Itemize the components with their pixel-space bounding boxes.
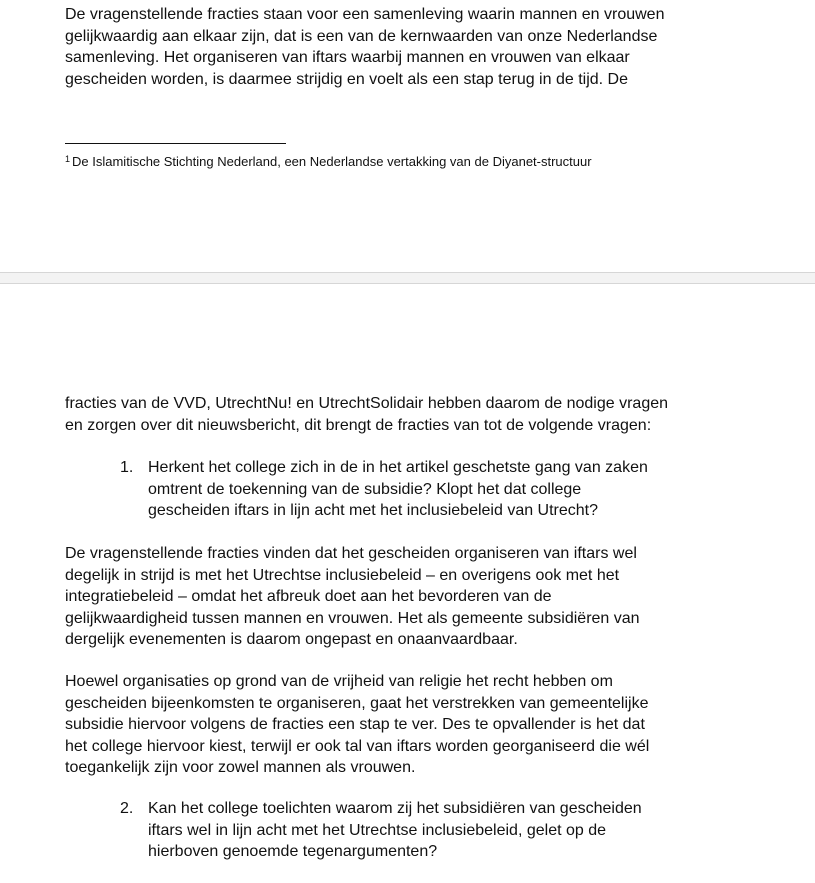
- paragraph-freedom-of-religion: [65, 671, 649, 779]
- question-number: 2.: [120, 800, 134, 817]
- text-line: Herkent het college zich in de in het artikel geschetste gang van zaken: [148, 459, 648, 476]
- text-line: fracties van de VVD, UtrechtNu! en UtrechtSolidair hebben daarom de nodige vragen: [65, 395, 669, 412]
- text-line: Hoewel organisaties op grond van de vrijheid van religie het recht hebben om: [65, 673, 613, 690]
- document-page-1: [0, 0, 815, 272]
- text-line: integratiebeleid – omdat het afbreuk doet aan het bevorderen van de: [65, 588, 552, 605]
- text-line: gescheiden bijeenkomsten te organiseren, gaat het verstrekken van gemeentelijke: [65, 694, 649, 712]
- question-text: [148, 798, 642, 863]
- text-line: Kan het college toelichten waarom zij het subsidiëren van gescheiden: [148, 800, 642, 817]
- text-line: gescheiden iftars in lijn acht met het inclusiebeleid van Utrecht?: [148, 502, 599, 519]
- question-number: 1.: [120, 459, 134, 476]
- text-line: gelijkwaardigheid tussen mannen en vrouwen. Het als gemeente subsidiëren van: [65, 609, 640, 627]
- text-line: en zorgen over dit nieuwsbericht, dit brengt de fracties van tot de volgende vragen:: [65, 416, 652, 434]
- footnote-separator: [65, 143, 286, 144]
- text-line: iftars wel in lijn acht met het Utrechtse inclusiebeleid, gelet op de: [148, 821, 607, 839]
- text-line: De vragenstellende fracties vinden dat het gescheiden organiseren van iftars wel: [65, 545, 637, 562]
- text-line: omtrent de toekenning van de subsidie? Klopt het dat college: [148, 480, 582, 498]
- question-text: [148, 457, 648, 522]
- text-line: degelijk in strijd is met het Utrechtse inclusiebeleid – en overigens ook met het: [65, 566, 620, 584]
- footnote: [65, 151, 592, 170]
- text-line: het college hiervoor kiest, terwijl er ook tal van iftars worden georganiseerd die wél: [65, 737, 650, 755]
- text-line: De vragenstellende fracties staan voor een samenleving waarin mannen en vrouwen: [65, 6, 665, 23]
- text-line: toegankelijk zijn voor zowel mannen als vrouwen.: [65, 759, 416, 776]
- text-line: dergelijk evenementen is daarom ongepast en onaanvaardbaar.: [65, 631, 518, 648]
- paragraph-intro: [65, 393, 668, 436]
- text-line: hierboven genoemde tegenargumenten?: [148, 843, 438, 860]
- text-line: gescheiden worden, is daarmee strijdig en voelt als een stap terug in de tijd. De: [65, 70, 628, 88]
- paragraph-inclusion-policy: [65, 543, 640, 651]
- document-page-2: [0, 284, 815, 883]
- text-line: samenleving. Het organiseren van iftars waarbij mannen en vrouwen van elkaar: [65, 49, 630, 66]
- footnote-marker: 1: [65, 154, 71, 164]
- footnote-text: De Islamitische Stichting Nederland, een Nederlandse vertakking van de Diyanet-structuur: [72, 154, 592, 169]
- text-line: gelijkwaardig aan elkaar zijn, dat is een van de kernwaarden van onze Nederlandse: [65, 27, 658, 45]
- page-break: [0, 272, 815, 284]
- text-line: subsidie hiervoor volgens de fracties een stap te ver. Des te opvallender is het dat: [65, 716, 645, 733]
- paragraph-gender-equality: [65, 4, 664, 90]
